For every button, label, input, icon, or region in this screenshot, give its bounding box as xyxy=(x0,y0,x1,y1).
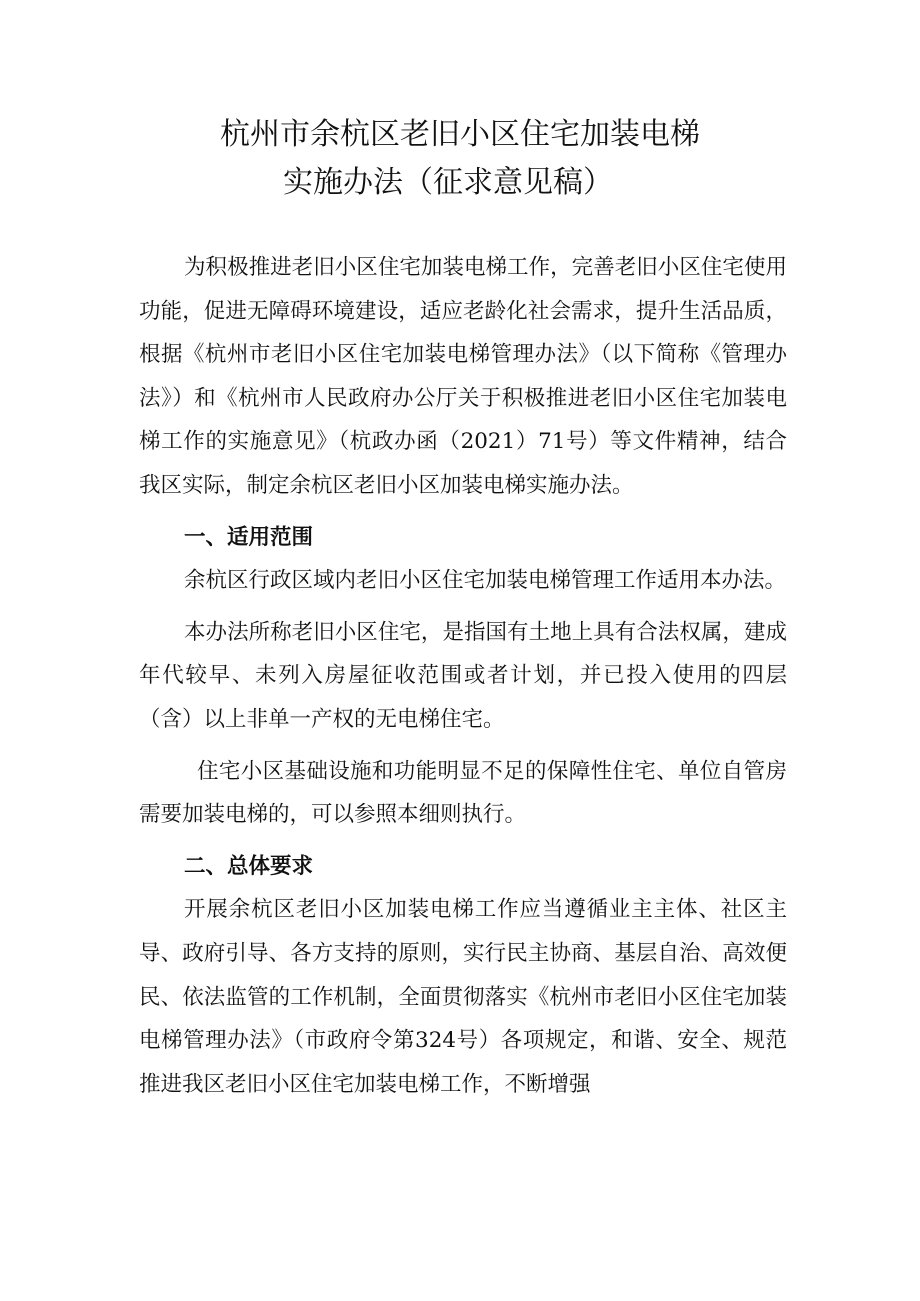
document-body xyxy=(139,246,787,1106)
section-paragraph: 本办法所称老旧小区住宅，是指国有土地上具有合法权属，建成年代较早、未列入房屋征收范围或者计划，并已投入使用的四层（含）以上非单一产权的无电梯住宅。 xyxy=(139,619,787,732)
section-heading-scope: 一、适用范围 xyxy=(184,524,314,550)
section-paragraph: 余杭区行政区域内老旧小区住宅加装电梯管理工作适用本办法。 xyxy=(184,568,787,594)
section-heading-requirements: 二、总体要求 xyxy=(184,853,314,879)
section-paragraph: 开展余杭区老旧小区加装电梯工作应当遵循业主主体、社区主导、政府引导、各方支持的原则，实行民主协商、基层自治、高效便民、依法监管的工作机制，全面贯彻落实《杭州市老旧小区住宅加装电梯管理办法》（市政府令第324号）各项规定，和谐、安全、规范推进我区老旧小区住宅加装电梯工作，不断增强 xyxy=(139,897,787,1097)
document-title-line2: 实施办法（征求意见稿） xyxy=(283,165,613,200)
document-title-line1: 杭州市余杭区老旧小区住宅加装电梯 xyxy=(220,117,700,152)
intro-paragraph: 为积极推进老旧小区住宅加装电梯工作，完善老旧小区住宅使用功能，促进无障碍环境建设，适应老龄化社会需求，提升生活品质，根据《杭州市老旧小区住宅加装电梯管理办法》（以下简称《管理办法》）和《杭州市人民政府办公厅关于积极推进老旧小区住宅加装电梯工作的实施意见》（杭政办函（2021）71号）等文件精神，结合我区实际，制定余杭区老旧小区加装电梯实施办法。 xyxy=(139,255,787,498)
section-paragraph: 住宅小区基础设施和功能明显不足的保障性住宅、单位自管房需要加装电梯的，可以参照本细则执行。 xyxy=(139,758,787,828)
